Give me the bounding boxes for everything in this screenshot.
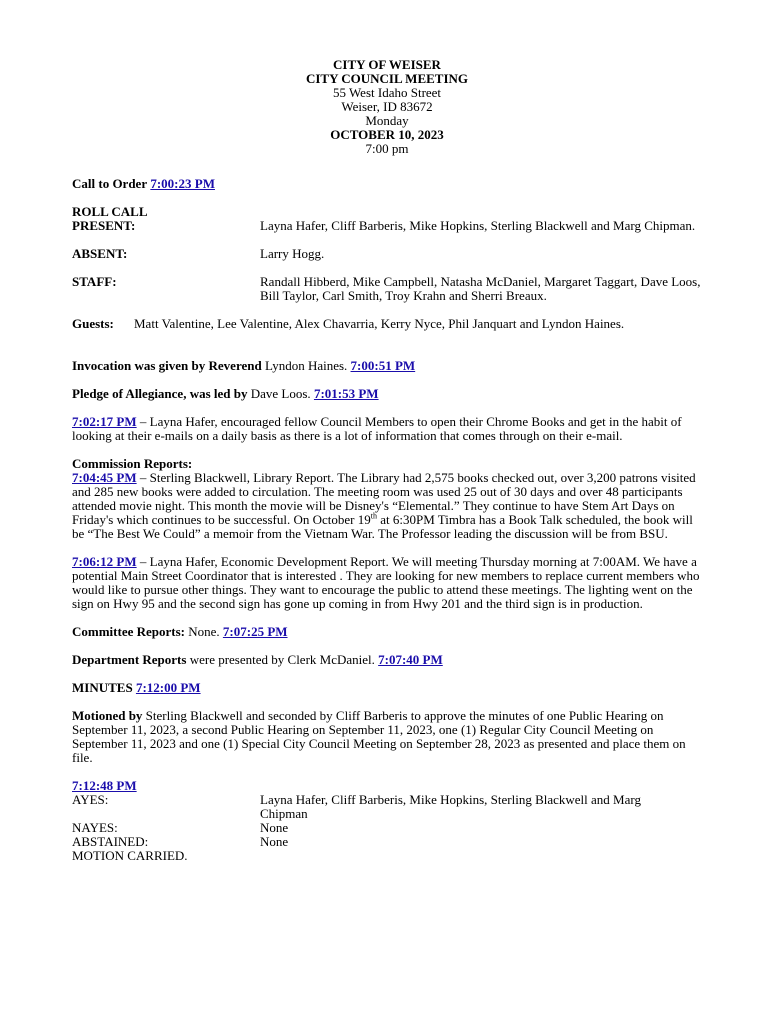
absent-label: ABSENT: [72, 246, 128, 261]
present-label: PRESENT: [72, 218, 136, 233]
invocation-name: Lyndon Haines. [264, 358, 348, 373]
hafer-note-timestamp-link[interactable]: 7:02:17 PM [72, 414, 137, 429]
pledge [72, 387, 702, 401]
commission-reports-title: Commission Reports: [72, 456, 193, 471]
call-to-order-timestamp-link[interactable]: 7:00:23 PM [150, 176, 215, 191]
meeting-date: OCTOBER 10, 2023 [330, 127, 444, 142]
staff-list: Randall Hibberd, Mike Campbell, Natasha McDaniel, Margaret Taggart, Dave Loos, Bill Taylor, Carl Smith, Troy Krahn and Sherri Breaux. [260, 274, 701, 303]
nayes-label: NAYES: [72, 820, 118, 835]
meeting-time: 7:00 pm [365, 141, 409, 156]
economic-report-timestamp-link[interactable]: 7:06:12 PM [72, 554, 137, 569]
invocation-timestamp-link[interactable]: 7:00:51 PM [350, 358, 416, 373]
committee-reports-timestamp-link[interactable]: 7:07:25 PM [222, 624, 288, 639]
pledge-name: Dave Loos. [250, 386, 311, 401]
hafer-note [72, 415, 702, 443]
invocation-label: Invocation was given by Reverend [72, 358, 262, 373]
library-report-text-b: at 6:30PM Timbra has a Book Talk scheduled, the book will be “The Best We Could” a memoir from the Vietnam War. The Professor leading the discussion will be from BSU. [72, 512, 693, 541]
committee-reports-text: None. [188, 624, 220, 639]
staff-row [72, 275, 702, 303]
present-row [72, 219, 702, 233]
library-report-timestamp-link[interactable]: 7:04:45 PM [72, 470, 137, 485]
minutes-document [72, 58, 702, 863]
absent-row [72, 247, 702, 261]
committee-reports-label: Committee Reports: [72, 624, 185, 639]
abstained-label: ABSTAINED: [72, 834, 149, 849]
department-reports [72, 653, 702, 667]
motion-text: Sterling Blackwell and seconded by Cliff Barberis to approve the minutes of one Public Hearing on September 11, 2023, a second Public Hearing on September 11, 2023, one (1) Regular City Council Meeting on September 11, 2023 and one (1) Special City Council Meeting on September 28, 2023 as presented and place them on file. [72, 708, 686, 765]
motion-carried: MOTION CARRIED. [72, 848, 188, 863]
invocation [72, 359, 702, 373]
nayes-value: None [260, 820, 289, 835]
address-city: Weiser, ID 83672 [341, 99, 433, 114]
guests-list: Matt Valentine, Lee Valentine, Alex Chavarria, Kerry Nyce, Phil Janquart and Lyndon Haines. [134, 316, 625, 331]
meeting-day: Monday [365, 113, 409, 128]
city-name: CITY OF WEISER [333, 57, 441, 72]
staff-label: STAFF: [72, 274, 117, 289]
vote-timestamp-link[interactable]: 7:12:48 PM [72, 778, 137, 793]
present-list: Layna Hafer, Cliff Barberis, Mike Hopkins, Sterling Blackwell and Marg Chipman. [260, 218, 696, 233]
call-to-order-label: Call to Order [72, 176, 148, 191]
roll-call-title: ROLL CALL [72, 204, 148, 219]
roll-call-section [72, 205, 702, 331]
committee-reports [72, 625, 702, 639]
abstained-value: None [260, 834, 289, 849]
ordinal-suffix: th [370, 511, 377, 521]
abstained-row [72, 835, 702, 849]
economic-report-text: – Layna Hafer, Economic Development Report. We will meeting Thursday morning at 7:00AM. We have a potential Main Street Coordinator that is interested . They are looking for new members to replace current members who would like to pursue other things. They want to encourage the public to attend these meetings. The lighting went on the sign on Hwy 95 and the second sign has gone up coming in from Hwy 201 and the third sign is in production. [72, 554, 700, 611]
guests-row [72, 317, 702, 331]
library-report [72, 471, 702, 541]
absent-list: Larry Hogg. [260, 246, 325, 261]
motion-label: Motioned by [72, 708, 143, 723]
meeting-title: CITY COUNCIL MEETING [305, 71, 469, 86]
nayes-row [72, 821, 702, 835]
commission-reports-section [72, 457, 702, 611]
library-report-text-a: – Sterling Blackwell, Library Report. The Library had 2,575 books checked out, over 3,200 patrons visited and 285 new books were added to circulation. The meeting room was used 25 out of 30 days and over 48 participants attended movie night. This month the movie will be Disney's “Elemental.” They continue to have Stem Art Days on Friday's which continues to be successful. On October 19 [72, 470, 696, 527]
department-reports-text: were presented by Clerk McDaniel. [186, 652, 375, 667]
minutes-heading [72, 681, 702, 695]
pledge-timestamp-link[interactable]: 7:01:53 PM [313, 386, 379, 401]
motion [72, 709, 702, 765]
ayes-row [72, 793, 702, 821]
economic-report [72, 555, 702, 611]
department-reports-timestamp-link[interactable]: 7:07:40 PM [378, 652, 443, 667]
department-reports-label: Department Reports [72, 652, 187, 667]
ayes-label: AYES: [72, 792, 109, 807]
minutes-timestamp-link[interactable]: 7:12:00 PM [135, 680, 201, 695]
document-header [72, 58, 702, 156]
ayes-list: Layna Hafer, Cliff Barberis, Mike Hopkins, Sterling Blackwell and Marg Chipman [260, 792, 641, 821]
minutes-label: MINUTES [72, 680, 133, 695]
vote-section [72, 779, 702, 863]
address-street: 55 West Idaho Street [332, 85, 442, 100]
guests-label: Guests: [72, 316, 114, 331]
call-to-order [72, 177, 702, 191]
hafer-note-text: – Layna Hafer, encouraged fellow Council Members to open their Chrome Books and get in the habit of looking at their e-mails on a daily basis as there is a lot of information that comes through on their e-mail. [72, 414, 682, 443]
pledge-label: Pledge of Allegiance, was led by [72, 386, 248, 401]
